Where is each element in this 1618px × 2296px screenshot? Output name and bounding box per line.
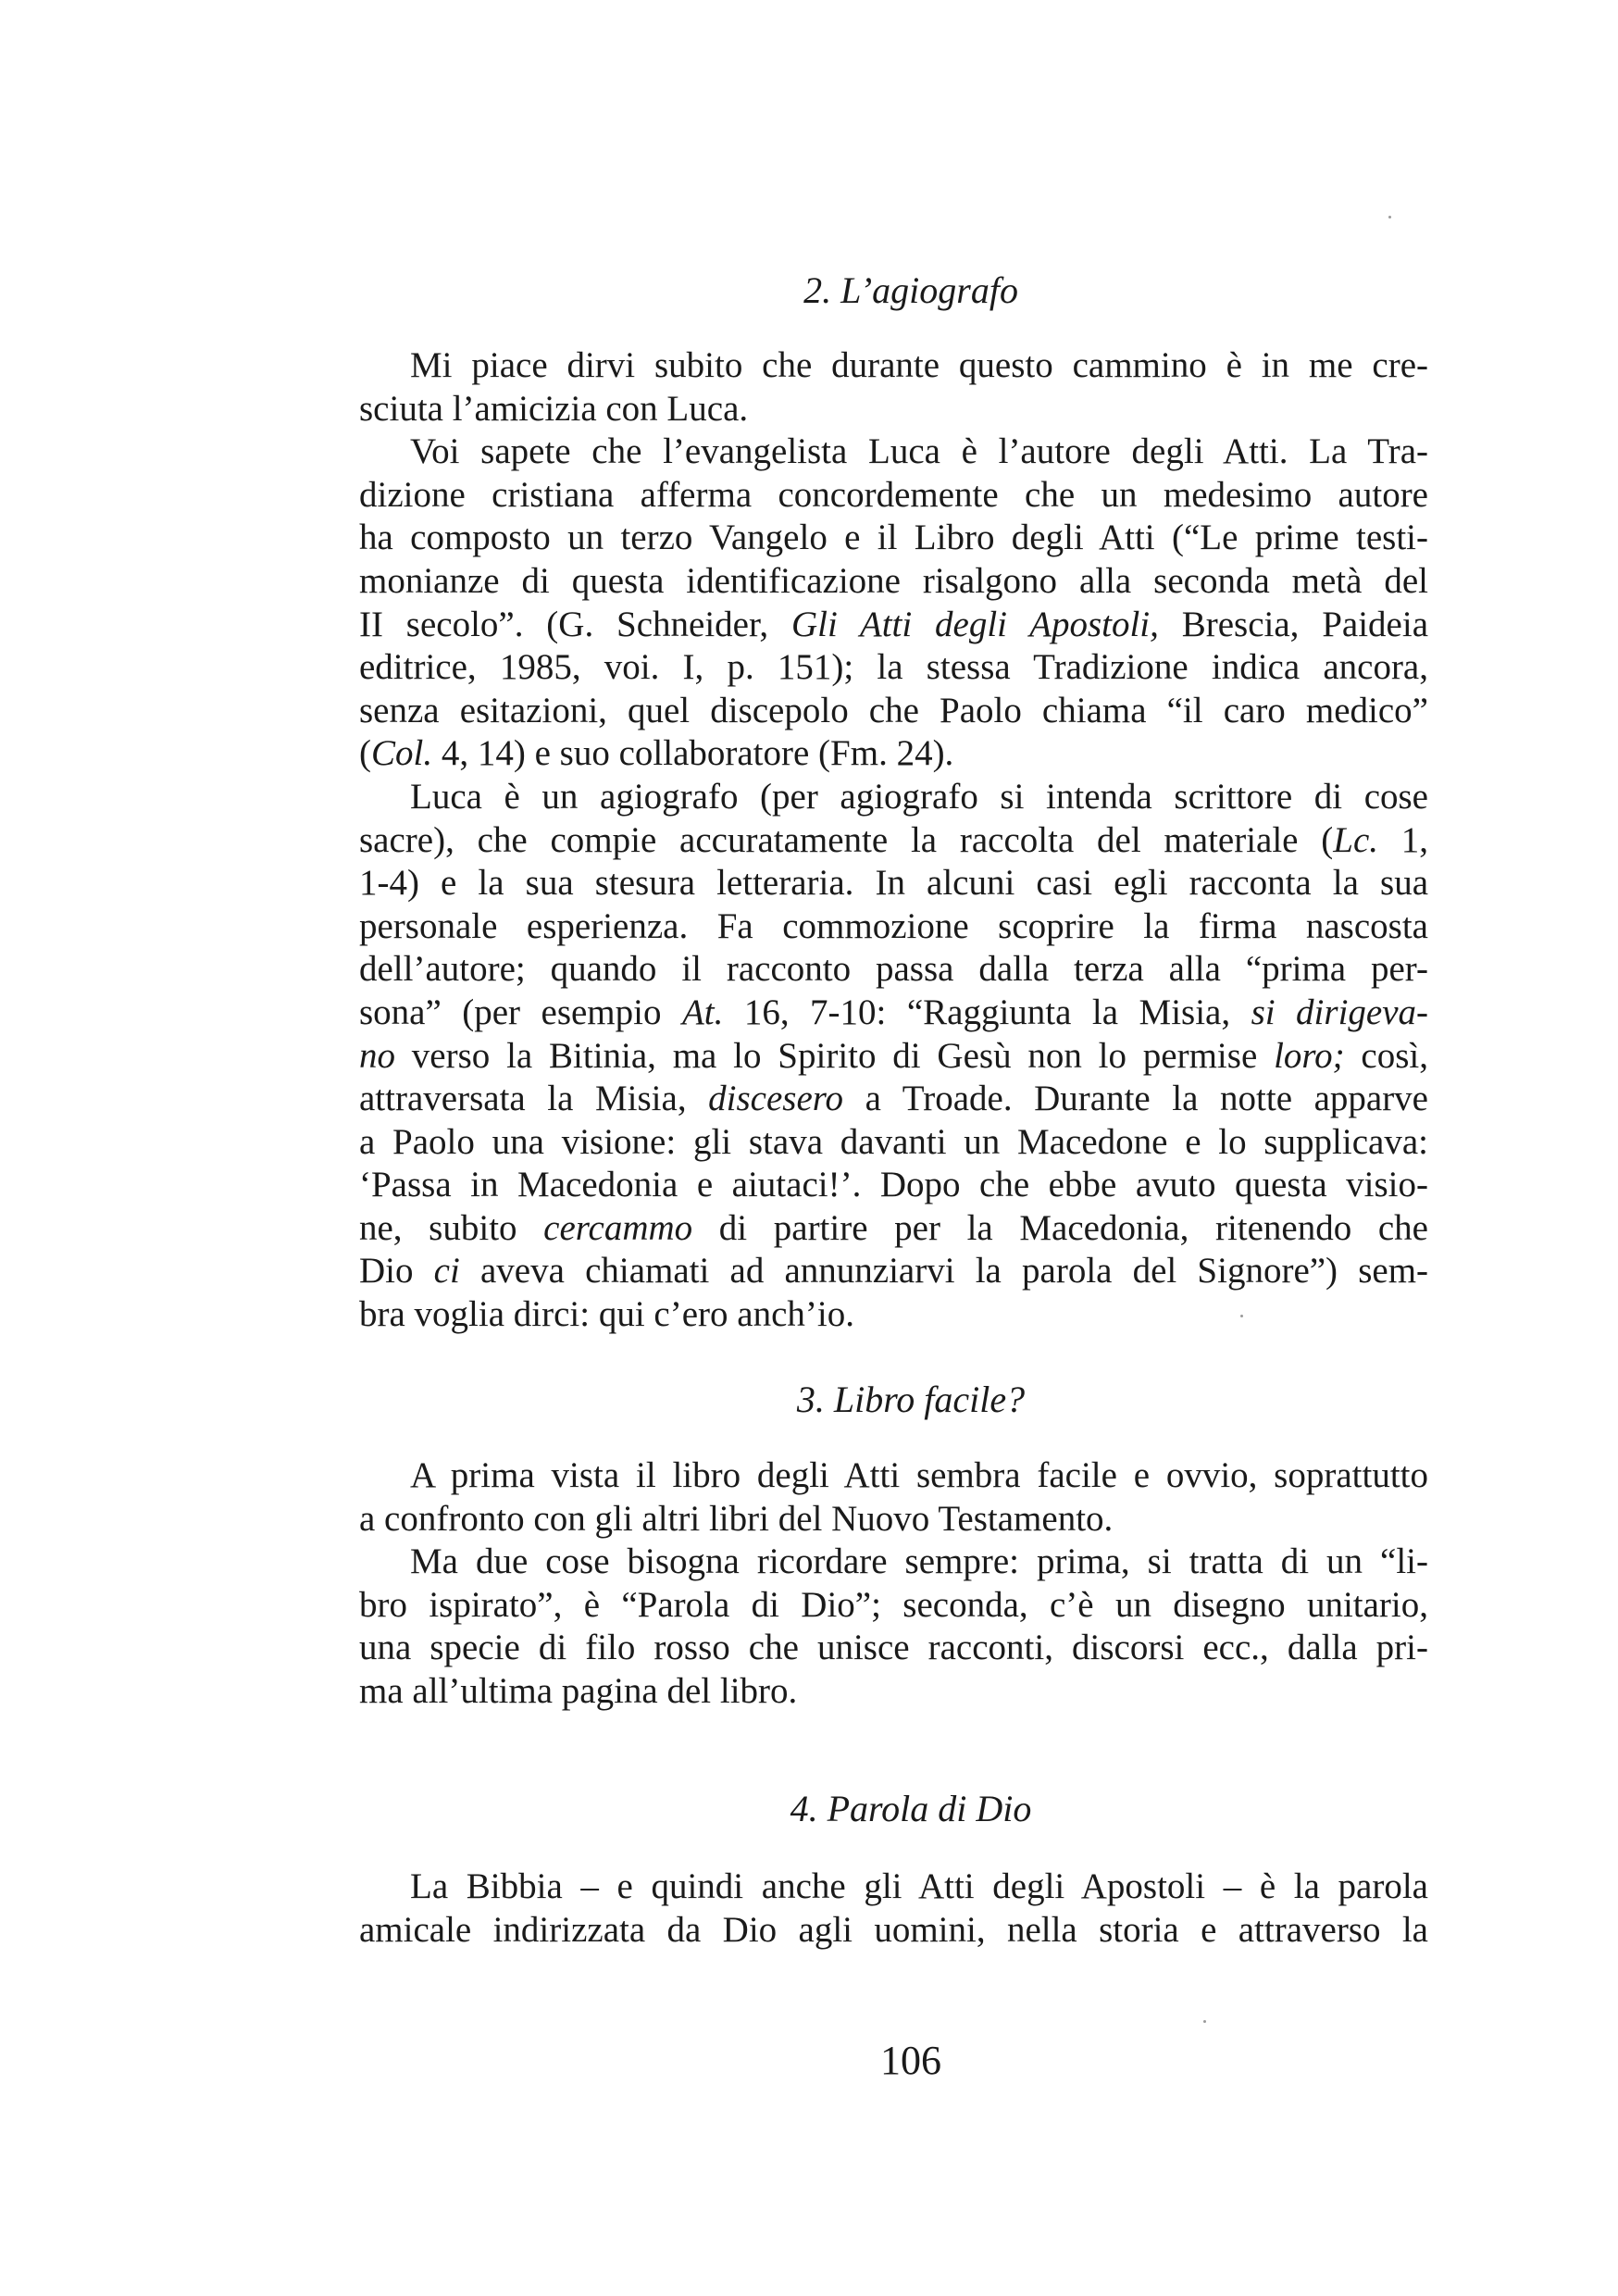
text-line: una specie di filo rosso che unisce racconti, discorsi ecc., dalla pri- [359, 1628, 1428, 1668]
text-line: sciuta l’amicizia con Luca. [359, 388, 749, 429]
section-body-parola-di-dio [359, 1866, 1428, 1952]
text-line: bro ispirato”, è “Parola di Dio”; seconda, c’è un disegno unitario, [359, 1584, 1428, 1625]
text-line: monianze di questa identificazione risalgono alla seconda metà del [359, 560, 1428, 601]
section-heading-libro-facile: 3. Libro facile? [796, 1379, 1026, 1420]
text-line: Mi piace dirvi subito che durante questo cammino è in me cre- [410, 345, 1428, 385]
text-line: (Col. 4, 14) e suo collaboratore (Fm. 24). [359, 733, 954, 774]
text-line: Ma due cose bisogna ricordare sempre: prima, si tratta di un “li- [410, 1541, 1428, 1582]
text-line: sacre), che compie accuratamente la raccolta del materiale (Lc. 1, [359, 819, 1429, 860]
text-line: dizione cristiana afferma concordemente che un medesimo autore [359, 474, 1428, 515]
text-line: La Bibbia – e quindi anche gli Atti degli Apostoli – è la parola [410, 1866, 1428, 1906]
text-line: 1-4) e la sua stesura letteraria. In alcuni casi egli racconta la sua [359, 863, 1428, 904]
section-body-libro-facile [359, 1454, 1428, 1714]
scan-speck [1388, 216, 1391, 218]
text-line: a Paolo una visione: gli stava davanti un Macedone e lo supplicava: [359, 1121, 1428, 1162]
text-line: Voi sapete che l’evangelista Luca è l’autore degli Atti. La Tra- [410, 431, 1428, 472]
text-line: Luca è un agiografo (per agiografo si intenda scrittore di cose [410, 776, 1428, 817]
text-line: ma all’ultima pagina del libro. [359, 1670, 798, 1711]
text-line: ‘Passa in Macedonia e aiutaci!’. Dopo che ebbe avuto questa visio- [359, 1165, 1428, 1205]
text-line: bra voglia dirci: qui c’ero anch’io. [359, 1294, 854, 1335]
text-line: sona” (per esempio At. 16, 7-10: “Raggiunta la Misia, si dirigeva- [359, 992, 1429, 1032]
scan-speck [1240, 1315, 1243, 1317]
section-body-agiografo [359, 344, 1428, 1337]
text-line: senza esitazioni, quel discepolo che Paolo chiama “il caro medico” [359, 690, 1428, 730]
text-line: ha composto un terzo Vangelo e il Libro degli Atti (“Le prime testi- [359, 518, 1428, 558]
section-heading-parola-di-dio: 4. Parola di Dio [790, 1788, 1032, 1829]
text-line: A prima vista il libro degli Atti sembra facile e ovvio, soprattutto [410, 1455, 1428, 1495]
section-heading-agiografo: 2. L’agiografo [803, 269, 1018, 311]
text-line: editrice, 1985, voi. I, p. 151); la stessa Tradizione indica ancora, [359, 647, 1428, 688]
text-line: personale esperienza. Fa commozione scoprire la firma nascosta [359, 905, 1428, 946]
text-line: dell’autore; quando il racconto passa dalla terza alla “prima per- [359, 949, 1428, 990]
text-line: amicale indirizzata da Dio agli uomini, nella storia e attraverso la [359, 1909, 1428, 1950]
scan-speck [1203, 2020, 1206, 2023]
page-number: 106 [880, 2038, 941, 2083]
text-line: no verso la Bitinia, ma lo Spirito di Gesù non lo permise loro; così, [359, 1035, 1428, 1076]
text-line: ne, subito cercammo di partire per la Macedonia, ritenendo che [359, 1207, 1428, 1248]
text-line: Dio ci aveva chiamati ad annunziarvi la parola del Signore”) sem- [359, 1251, 1429, 1292]
text-line: II secolo”. (G. Schneider, Gli Atti degli Apostoli, Brescia, Paideia [359, 604, 1428, 644]
text-line: a confronto con gli altri libri del Nuovo Testamento. [359, 1498, 1114, 1539]
text-line: attraversata la Misia, discesero a Troade. Durante la notte apparve [359, 1079, 1428, 1119]
